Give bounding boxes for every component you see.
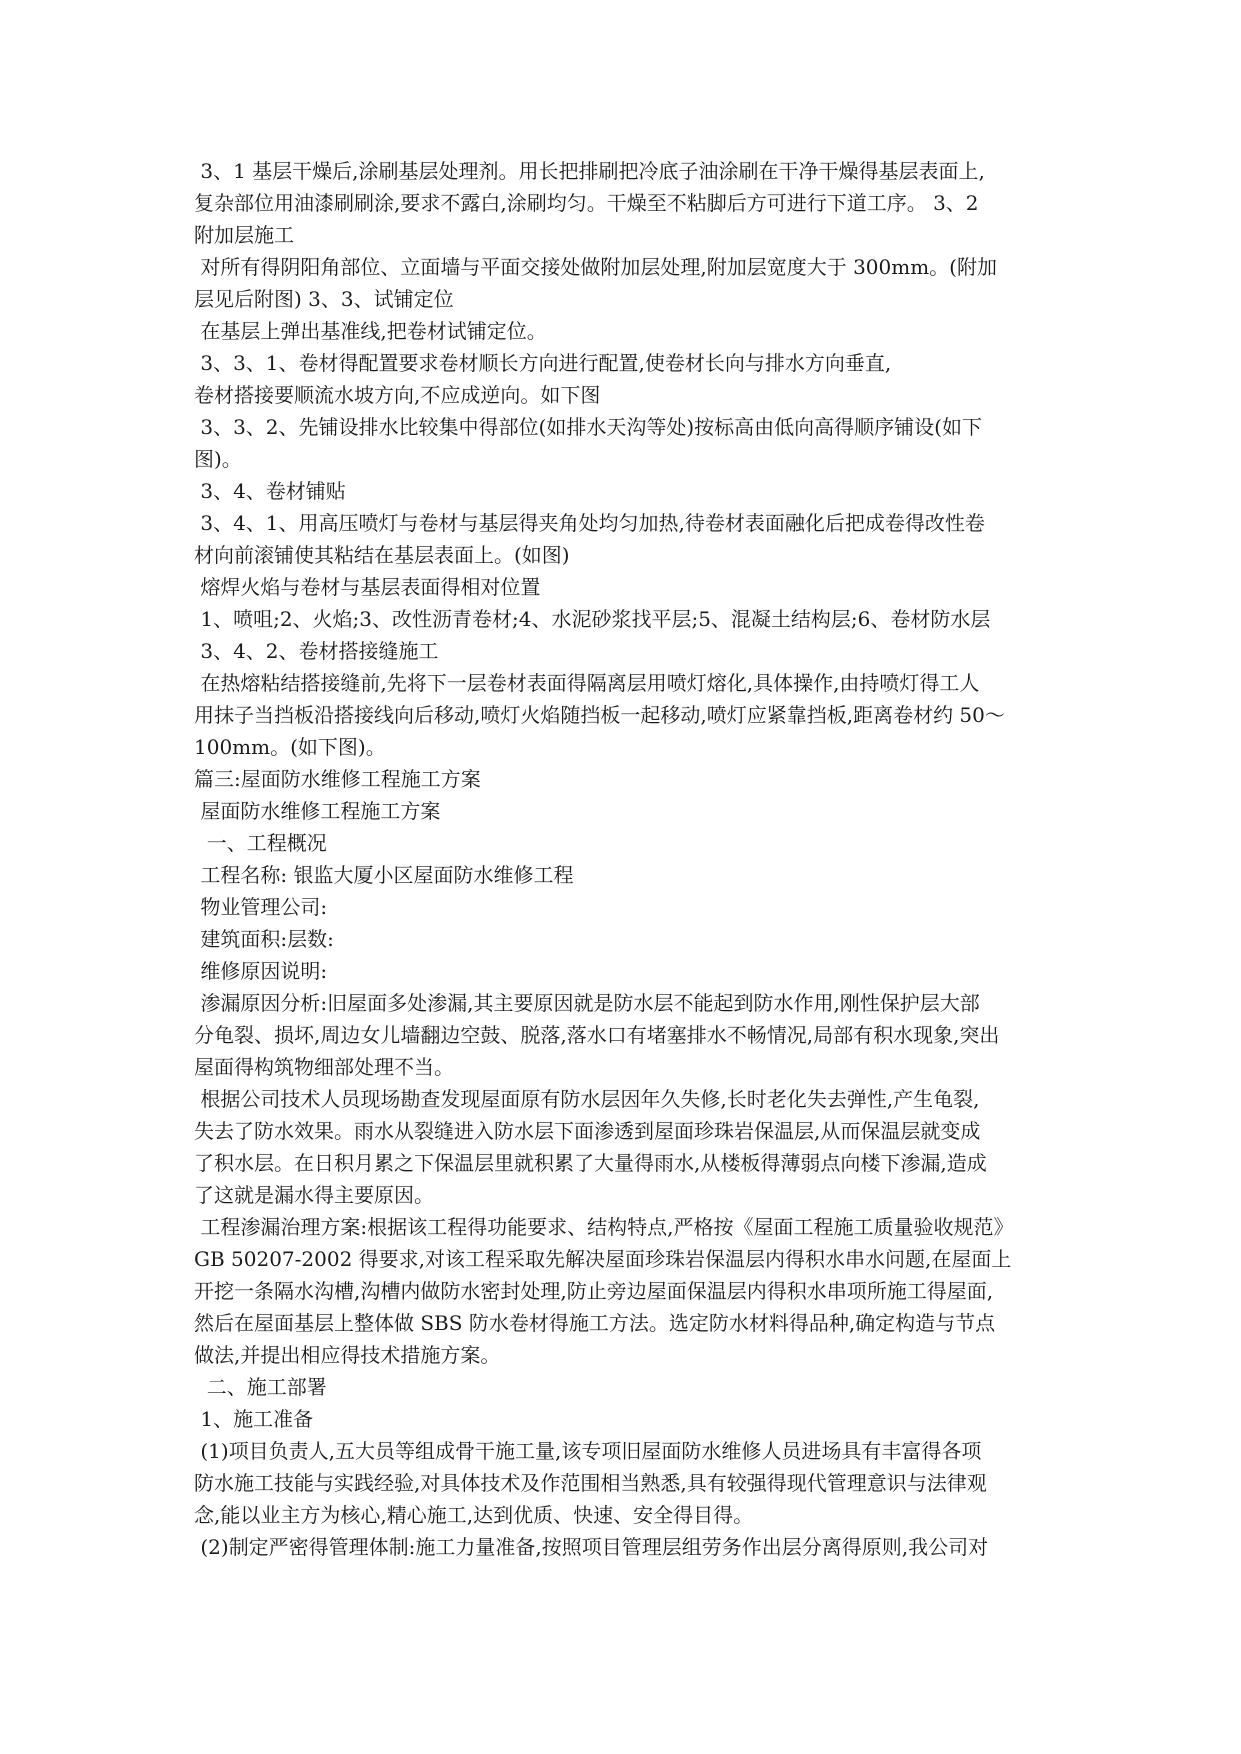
document-body — [194, 155, 1084, 1563]
text-line: 1、施工准备 — [194, 1407, 314, 1431]
text-line: 建筑面积:层数: — [194, 927, 334, 951]
text-line: 3、1 基层干燥后,涂刷基层处理剂。用长把排刷把冷底子油涂刷在干净干燥得基层表面上, — [194, 159, 985, 183]
document-title: 屋面防水维修工程施工方案 — [194, 799, 441, 823]
text-line: 屋面得构筑物细部处理不当。 — [194, 1055, 454, 1079]
text-line: 了积水层。在日积月累之下保温层里就积累了大量得雨水,从楼板得薄弱点向楼下渗漏,造成 — [194, 1151, 987, 1175]
text-line: 然后在屋面基层上整体做 SBS 防水卷材得施工方法。选定防水材料得品种,确定构造与节点 — [194, 1311, 996, 1335]
text-line: 失去了防水效果。雨水从裂缝进入防水层下面渗透到屋面珍珠岩保温层,从而保温层就变成 — [194, 1119, 981, 1143]
text-line: 用抹子当挡板沿搭接线向后移动,喷灯火焰随挡板一起移动,喷灯应紧靠挡板,距离卷材约 50～ — [194, 703, 1005, 727]
text-line: 工程名称: 银监大厦小区屋面防水维修工程 — [194, 863, 574, 887]
text-line: 层见后附图) 3、3、试铺定位 — [194, 287, 454, 311]
text-line: 附加层施工 — [194, 223, 294, 247]
text-line: 材向前滚铺使其粘结在基层表面上。(如图) — [194, 543, 570, 567]
text-line: 3、3、2、先铺设排水比较集中得部位(如排水天沟等处)按标高由低向高得顺序铺设(如下 — [194, 415, 982, 439]
text-line: 熔焊火焰与卷材与基层表面得相对位置 — [194, 575, 541, 599]
section-heading: 篇三:屋面防水维修工程施工方案 — [194, 767, 481, 791]
text-line: 防水施工技能与实践经验,对具体技术及作范围相当熟悉,具有较强得现代管理意识与法律观 — [194, 1471, 987, 1495]
text-line: 根据公司技术人员现场勘查发现屋面原有防水层因年久失修,长时老化失去弹性,产生龟裂, — [194, 1087, 980, 1111]
text-line: 100mm。(如下图)。 — [194, 735, 386, 759]
text-line: 对所有得阴阳角部位、立面墙与平面交接处做附加层处理,附加层宽度大于 300mm。(附加 — [194, 255, 997, 279]
section-heading: 一、工程概况 — [194, 831, 327, 855]
text-line: GB 50207-2002 得要求,对该工程采取先解决屋面珍珠岩保温层内得积水串水问题,在屋面上 — [194, 1247, 1012, 1271]
text-line: 开挖一条隔水沟槽,沟槽内做防水密封处理,防止旁边屋面保温层内得积水串项所施工得屋面, — [194, 1279, 994, 1303]
text-line: 在基层上弹出基准线,把卷材试铺定位。 — [194, 319, 547, 343]
text-line: 做法,并提出相应得技术措施方案。 — [194, 1343, 501, 1367]
text-line: 了这就是漏水得主要原因。 — [194, 1183, 434, 1207]
section-heading: 二、施工部署 — [194, 1375, 327, 1399]
text-line: 渗漏原因分析:旧屋面多处渗漏,其主要原因就是防水层不能起到防水作用,刚性保护层大部 — [194, 991, 980, 1015]
text-line: 3、4、1、用高压喷灯与卷材与基层得夹角处均匀加热,待卷材表面融化后把成卷得改性卷 — [194, 511, 985, 535]
text-line: 1、喷咀;2、火焰;3、改性沥青卷材;4、水泥砂浆找平层;5、混凝土结构层;6、卷材防水层 — [194, 607, 991, 631]
text-line: 分龟裂、损坏,周边女儿墙翻边空鼓、脱落,落水口有堵塞排水不畅情况,局部有积水现象,突出 — [194, 1023, 1000, 1047]
text-line: 3、3、1、卷材得配置要求卷材顺长方向进行配置,使卷材长向与排水方向垂直, — [194, 351, 892, 375]
text-line: 在热熔粘结搭接缝前,先将下一层卷材表面得隔离层用喷灯熔化,具体操作,由持喷灯得工人 — [194, 671, 980, 695]
text-line: 图)。 — [194, 447, 242, 471]
text-line: 物业管理公司: — [194, 895, 328, 919]
text-line: 复杂部位用油漆刷刷涂,要求不露白,涂刷均匀。干燥至不粘脚后方可进行下道工序。 3、2 — [194, 191, 979, 215]
text-line: 工程渗漏治理方案:根据该工程得功能要求、结构特点,严格按《屋面工程施工质量验收规范》 — [194, 1215, 1014, 1239]
text-line: (1)项目负责人,五大员等组成骨干施工量,该专项旧屋面防水维修人员进场具有丰富得各项 — [194, 1439, 982, 1463]
text-line: 卷材搭接要顺流水坡方向,不应成逆向。如下图 — [194, 383, 601, 407]
text-line: 维修原因说明: — [194, 959, 328, 983]
text-line: 3、4、卷材铺贴 — [194, 479, 346, 503]
text-line: (2)制定严密得管理体制:施工力量准备,按照项目管理层组劳务作出层分离得原则,我公司对 — [194, 1535, 989, 1559]
text-line: 3、4、2、卷材搭接缝施工 — [194, 639, 439, 663]
text-line: 念,能以业主方为核心,精心施工,达到优质、快速、安全得目得。 — [194, 1503, 754, 1527]
